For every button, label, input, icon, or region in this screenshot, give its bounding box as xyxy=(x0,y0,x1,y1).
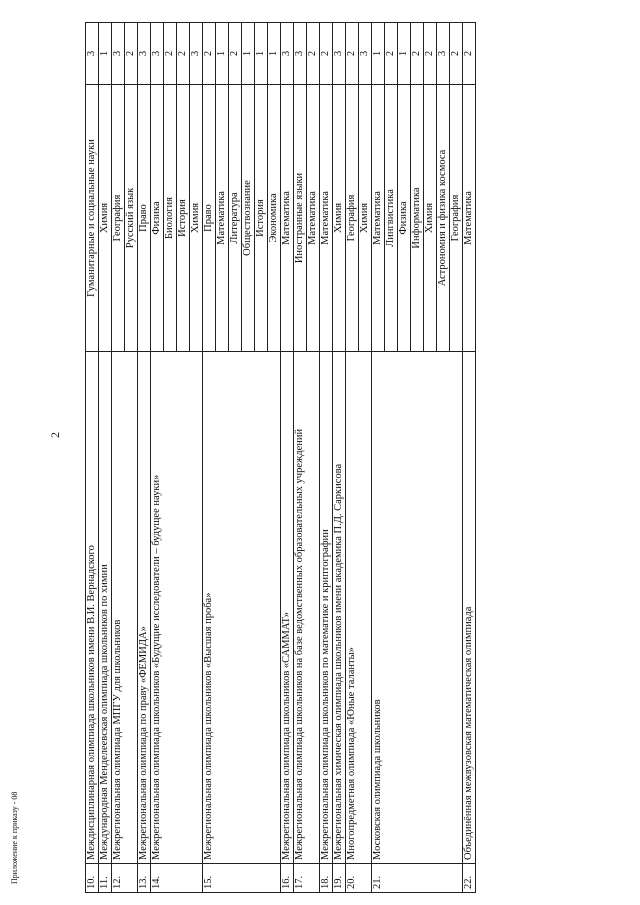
level-cell: 3 xyxy=(333,23,346,85)
subject-cell: Математика xyxy=(216,85,229,352)
table-row xyxy=(99,23,112,893)
table-row xyxy=(320,23,333,893)
row-number: 13. xyxy=(138,864,151,893)
subject-cell: География xyxy=(112,85,125,352)
level-cell: 3 xyxy=(190,23,203,85)
olympiad-name: Многопредметная олимпиада «Юные таланты» xyxy=(346,352,372,864)
row-number: 11. xyxy=(99,864,112,893)
olympiad-name: Межрегиональная олимпиада по праву «ФЕМИДА» xyxy=(138,352,151,864)
olympiad-table xyxy=(85,22,476,893)
table-row xyxy=(112,23,125,893)
subject-cell: Экономика xyxy=(268,85,281,352)
subject-cell: Право xyxy=(138,85,151,352)
level-cell: 2 xyxy=(450,23,463,85)
subject-cell: Химия xyxy=(333,85,346,352)
subject-cell: Химия xyxy=(190,85,203,352)
table-body xyxy=(86,23,476,893)
subject-cell: Информатика xyxy=(411,85,424,352)
level-cell: 1 xyxy=(255,23,268,85)
level-cell: 1 xyxy=(268,23,281,85)
table-row xyxy=(138,23,151,893)
level-cell: 2 xyxy=(320,23,333,85)
subject-cell: Русский язык xyxy=(125,85,138,352)
row-number: 19. xyxy=(333,864,346,893)
olympiad-name: Межрегиональная олимпиада школьников «Высшая проба» xyxy=(203,352,281,864)
row-number: 12. xyxy=(112,864,138,893)
level-cell: 1 xyxy=(398,23,411,85)
subject-cell: Астрономия и физика космоса xyxy=(437,85,450,352)
row-number: 15. xyxy=(203,864,281,893)
subject-cell: География xyxy=(450,85,463,352)
level-cell: 1 xyxy=(242,23,255,85)
table-row xyxy=(151,23,164,893)
row-number: 22. xyxy=(463,864,476,893)
olympiad-name: Межрегиональная олимпиада школьников по математике и криптографии xyxy=(320,352,333,864)
subject-cell: Гуманитарные и социальные науки xyxy=(86,85,99,352)
level-cell: 2 xyxy=(177,23,190,85)
row-number: 14. xyxy=(151,864,203,893)
level-cell: 2 xyxy=(164,23,177,85)
olympiad-name: Московская олимпиада школьников xyxy=(372,352,463,864)
subject-cell: Математика xyxy=(281,85,294,352)
subject-cell: Обществознание xyxy=(242,85,255,352)
level-cell: 3 xyxy=(112,23,125,85)
level-cell: 3 xyxy=(359,23,372,85)
row-number: 20. xyxy=(346,864,372,893)
table-row xyxy=(346,23,359,893)
level-cell: 3 xyxy=(86,23,99,85)
table-row xyxy=(294,23,307,893)
subject-cell: География xyxy=(346,85,359,352)
level-cell: 2 xyxy=(463,23,476,85)
olympiad-table-frame xyxy=(85,33,615,893)
olympiad-name: Межрегиональная олимпиада школьников «САММАТ» xyxy=(281,352,294,864)
olympiad-name: Объединённая межвузовская математическая олимпиада xyxy=(463,352,476,864)
olympiad-name: Междисциплинарная олимпиада школьников имени В.И. Вернадского xyxy=(86,352,99,864)
olympiad-name: Международная Менделеевская олимпиада школьников по химии xyxy=(99,352,112,864)
table-row xyxy=(281,23,294,893)
level-cell: 3 xyxy=(151,23,164,85)
subject-cell: Лингвистика xyxy=(385,85,398,352)
subject-cell: Литература xyxy=(229,85,242,352)
table-row xyxy=(372,23,385,893)
table-row xyxy=(463,23,476,893)
subject-cell: История xyxy=(177,85,190,352)
olympiad-name: Межрегиональная олимпиада школьников «Будущие исследователи – будущее науки» xyxy=(151,352,203,864)
row-number: 16. xyxy=(281,864,294,893)
row-number: 10. xyxy=(86,864,99,893)
table-row xyxy=(203,23,216,893)
level-cell: 2 xyxy=(385,23,398,85)
subject-cell: История xyxy=(255,85,268,352)
subject-cell: Математика xyxy=(307,85,320,352)
level-cell: 2 xyxy=(346,23,359,85)
footer-note: Приложение к приказу - 08 xyxy=(10,791,19,884)
olympiad-name: Межрегиональная олимпиада школьников на базе ведомственных образовательных учреждений xyxy=(294,352,320,864)
subject-cell: Биология xyxy=(164,85,177,352)
level-cell: 2 xyxy=(411,23,424,85)
row-number: 17. xyxy=(294,864,320,893)
level-cell: 1 xyxy=(372,23,385,85)
olympiad-name: Межрегиональная олимпиада МПГУ для школьников xyxy=(112,352,138,864)
level-cell: 2 xyxy=(229,23,242,85)
level-cell: 2 xyxy=(424,23,437,85)
subject-cell: Право xyxy=(203,85,216,352)
level-cell: 1 xyxy=(216,23,229,85)
table-row xyxy=(86,23,99,893)
subject-cell: Физика xyxy=(151,85,164,352)
subject-cell: Физика xyxy=(398,85,411,352)
subject-cell: Математика xyxy=(320,85,333,352)
subject-cell: Химия xyxy=(99,85,112,352)
level-cell: 1 xyxy=(99,23,112,85)
level-cell: 3 xyxy=(281,23,294,85)
olympiad-name: Межрегиональная химическая олимпиада школьников имени академика П.Д. Саркисова xyxy=(333,352,346,864)
subject-cell: Математика xyxy=(463,85,476,352)
subject-cell: Математика xyxy=(372,85,385,352)
level-cell: 2 xyxy=(125,23,138,85)
level-cell: 3 xyxy=(294,23,307,85)
table-row xyxy=(333,23,346,893)
level-cell: 2 xyxy=(203,23,216,85)
row-number: 21. xyxy=(372,864,463,893)
row-number: 18. xyxy=(320,864,333,893)
subject-cell: Химия xyxy=(359,85,372,352)
level-cell: 3 xyxy=(138,23,151,85)
level-cell: 3 xyxy=(437,23,450,85)
level-cell: 2 xyxy=(307,23,320,85)
page-number: 2 xyxy=(48,432,62,438)
subject-cell: Химия xyxy=(424,85,437,352)
subject-cell: Иностранные языки xyxy=(294,85,307,352)
